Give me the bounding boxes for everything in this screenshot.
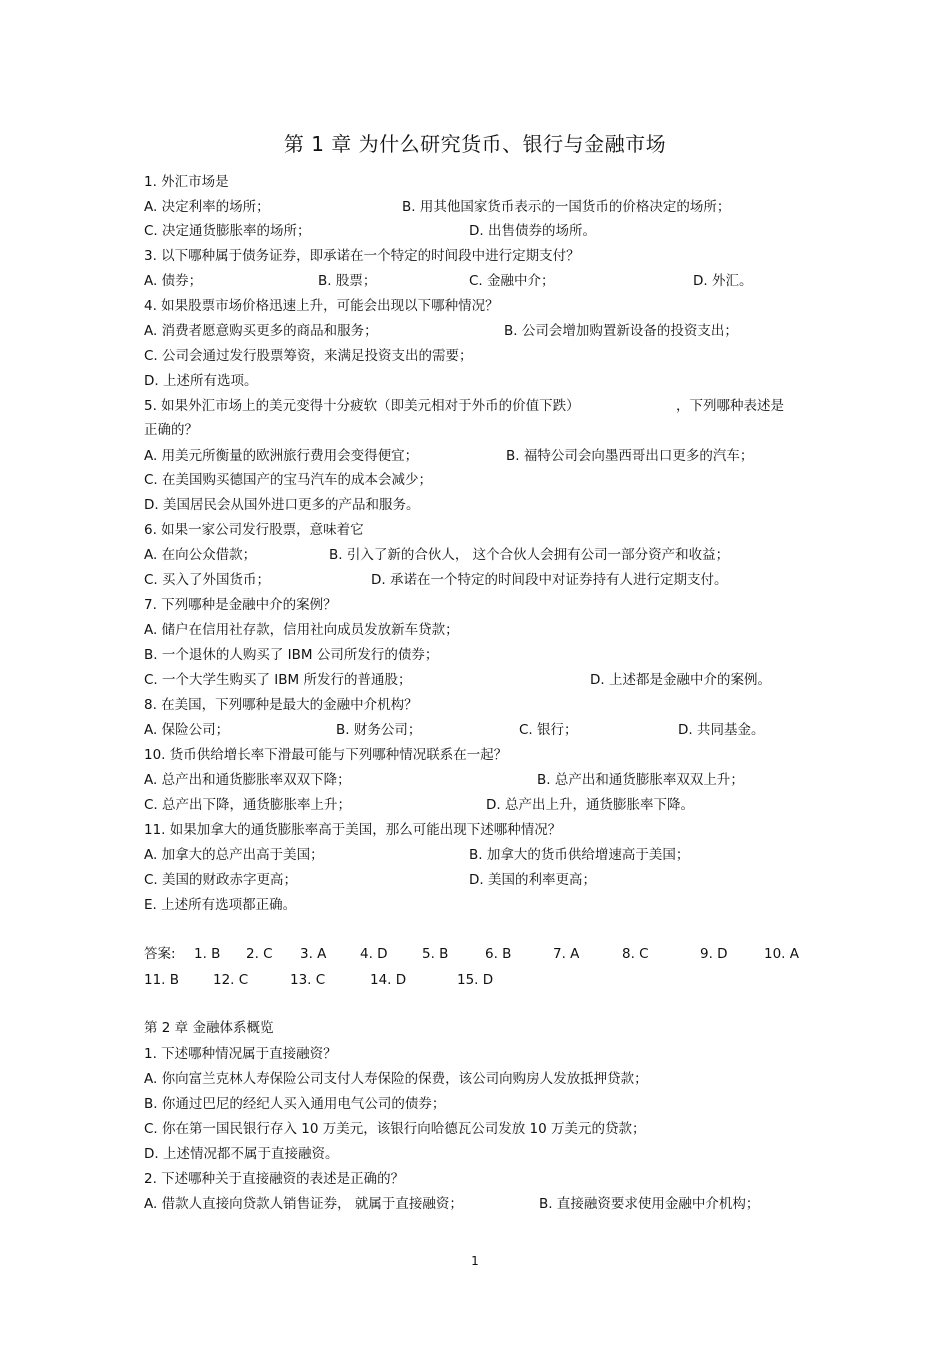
option-text: C. 一个大学生购买了 IBM 所发行的普通股；: [144, 672, 412, 688]
option-text: A. 加拿大的总产出高于美国；: [144, 847, 324, 863]
option-text: B. 公司会增加购置新设备的投资支出；: [504, 323, 738, 339]
answer-item: 8. C: [622, 946, 649, 962]
option-text: A. 借款人直接向贷款人销售证券， 就属于直接融资；: [144, 1196, 463, 1212]
option-text: D. 外汇。: [693, 273, 753, 289]
option-text: C. 决定通货膨胀率的场所；: [144, 223, 311, 239]
option-text: D. 上述所有选项。: [144, 373, 258, 389]
option-text: A. 储户在信用社存款，信用社向成员发放新车贷款；: [144, 622, 459, 638]
question-text: 3. 以下哪种属于债务证券，即承诺在一个特定的时间段中进行定期支付？: [144, 248, 580, 264]
question-text: 7. 下列哪种是金融中介的案例？: [144, 597, 337, 613]
chapter-title: 第 1 章 为什么研究货币、银行与金融市场: [283, 132, 667, 156]
option-text: D. 出售债券的场所。: [469, 223, 596, 239]
option-text: B. 加拿大的货币供给增速高于美国；: [469, 847, 690, 863]
option-text: D. 美国的利率更高；: [469, 872, 596, 888]
option-text: B. 福特公司会向墨西哥出口更多的汽车；: [506, 448, 754, 464]
option-text: C. 金融中介；: [469, 273, 555, 289]
question-text: 2. 下述哪种关于直接融资的表述是正确的？: [144, 1171, 405, 1187]
answer-item: 2. C: [246, 946, 273, 962]
question-text: 正确的？: [144, 422, 198, 438]
option-text: A. 在向公众借款；: [144, 547, 257, 563]
answer-item: 14. D: [370, 972, 407, 988]
question-text: 11. 如果加拿大的通货膨胀率高于美国，那么可能出现下述哪种情况？: [144, 822, 562, 838]
question-text: 1. 下述哪种情况属于直接融资？: [144, 1046, 337, 1062]
answer-item: 6. B: [485, 946, 512, 962]
answer-item: 3. A: [300, 946, 327, 962]
question-text: 8. 在美国，下列哪种是最大的金融中介机构？: [144, 697, 418, 713]
option-text: D. 上述情况都不属于直接融资。: [144, 1146, 339, 1162]
option-text: D. 上述都是金融中介的案例。: [590, 672, 771, 688]
option-text: C. 买入了外国货币；: [144, 572, 271, 588]
option-text: B. 直接融资要求使用金融中介机构；: [539, 1196, 760, 1212]
option-text: A. 债券；: [144, 273, 203, 289]
question-text: ，下列哪种表述是: [676, 398, 784, 414]
question-text: 6. 如果一家公司发行股票，意味着它: [144, 522, 364, 538]
answer-item: 12. C: [213, 972, 249, 988]
answer-item: 11. B: [144, 972, 180, 988]
answers-label: 答案:: [144, 946, 176, 962]
option-text: A. 消费者愿意购买更多的商品和服务；: [144, 323, 378, 339]
question-text: 10. 货币供给增长率下滑最可能与下列哪种情况联系在一起？: [144, 747, 508, 763]
option-text: A. 保险公司；: [144, 722, 230, 738]
option-text: A. 总产出和通货膨胀率双双下降；: [144, 772, 351, 788]
option-text: A. 用美元所衡量的欧洲旅行费用会变得便宜；: [144, 448, 419, 464]
option-text: C. 总产出下降，通货膨胀率上升；: [144, 797, 352, 813]
answer-item: 9. D: [700, 946, 728, 962]
option-text: D. 共同基金。: [678, 722, 765, 738]
answer-item: 4. D: [360, 946, 388, 962]
question-text: 4. 如果股票市场价格迅速上升，可能会出现以下哪种情况？: [144, 298, 499, 314]
option-text: C. 你在第一国民银行存入 10 万美元，该银行向哈德瓦公司发放 10 万美元的贷款；: [144, 1121, 646, 1137]
option-text: D. 承诺在一个特定的时间段中对证券持有人进行定期支付。: [371, 572, 728, 588]
option-text: C. 银行；: [519, 722, 578, 738]
option-text: B. 一个退休的人购买了 IBM 公司所发行的债券；: [144, 647, 439, 663]
question-text: 5. 如果外汇市场上的美元变得十分疲软（即美元相对于外币的价值下跌）: [144, 398, 580, 414]
answer-item: 15. D: [457, 972, 494, 988]
option-text: C. 公司会通过发行股票筹资，来满足投资支出的需要；: [144, 348, 473, 364]
option-text: B. 用其他国家货币表示的一国货币的价格决定的场所；: [402, 199, 731, 215]
option-text: D. 总产出上升，通货膨胀率下降。: [486, 797, 694, 813]
option-text: C. 在美国购买德国产的宝马汽车的成本会减少；: [144, 472, 433, 488]
page-number: 1: [471, 1254, 479, 1268]
answer-item: 13. C: [290, 972, 326, 988]
question-text: 1. 外汇市场是: [144, 174, 229, 190]
option-text: A. 决定利率的场所；: [144, 199, 270, 215]
option-text: B. 股票；: [318, 273, 377, 289]
option-text: D. 美国居民会从国外进口更多的产品和服务。: [144, 497, 420, 513]
option-text: B. 财务公司；: [336, 722, 422, 738]
answer-item: 1. B: [194, 946, 221, 962]
answer-item: 5. B: [422, 946, 449, 962]
option-text: C. 美国的财政赤字更高；: [144, 872, 298, 888]
option-text: B. 引入了新的合伙人， 这个合伙人会拥有公司一部分资产和收益；: [329, 547, 730, 563]
option-text: B. 总产出和通货膨胀率双双上升；: [537, 772, 744, 788]
answer-item: 10. A: [764, 946, 799, 962]
chapter-title: 第 2 章 金融体系概览: [144, 1020, 274, 1036]
option-text: B. 你通过巴尼的经纪人买入通用电气公司的债券；: [144, 1096, 446, 1112]
answer-item: 7. A: [553, 946, 580, 962]
option-text: E. 上述所有选项都正确。: [144, 897, 297, 913]
option-text: A. 你向富兰克林人寿保险公司支付人寿保险的保费，该公司向购房人发放抵押贷款；: [144, 1071, 648, 1087]
